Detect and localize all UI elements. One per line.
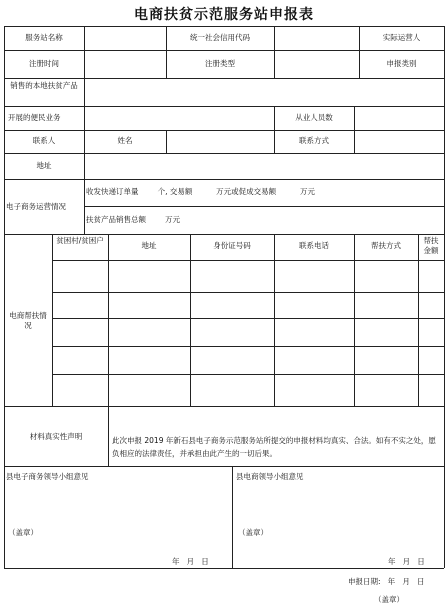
apply-date: 申报日期: 年 月 日 xyxy=(348,577,425,586)
operator-label: 实际运营人 xyxy=(382,33,421,42)
contact-method-label: 联系方式 xyxy=(299,136,329,145)
row-divider xyxy=(4,234,444,235)
help-label: 电商帮扶情况 xyxy=(9,311,47,330)
staff-count-label: 从业人员数 xyxy=(295,113,333,122)
opinion-right-label: 县电商领导小组意见 xyxy=(236,472,304,481)
application-form-table xyxy=(4,26,444,568)
declaration-text: 此次申报 2019 年新石县电子商务示范服务站所提交的申报材料均真实、合法。如有不实之处，愿负相应的法律责任，并承担由此产生的一切后果。 xyxy=(112,436,436,458)
col-divider xyxy=(354,106,355,130)
help-header-address: 地址 xyxy=(141,241,157,250)
col-divider xyxy=(354,130,355,153)
station-name-label: 服务站名称 xyxy=(25,33,63,42)
ecom-line-1: 收发快递订单量 个, 交易额 万元或促成交易额 万元 xyxy=(86,187,316,196)
row-divider xyxy=(4,153,444,154)
table-border xyxy=(444,26,445,568)
row-divider xyxy=(4,406,444,407)
local-products-label: 销售的本地扶贫产品 xyxy=(10,81,78,90)
seal-right: （盖章） xyxy=(238,528,268,537)
credit-code-label: 统一社会信用代码 xyxy=(190,33,250,42)
table-border xyxy=(4,568,444,569)
col-divider xyxy=(84,179,85,234)
footer-seal: （盖章） xyxy=(374,595,404,604)
col-divider xyxy=(190,234,191,406)
page-title: 电商扶贫示范服务站申报表 xyxy=(134,7,314,23)
col-divider xyxy=(108,234,109,406)
row-divider xyxy=(52,346,444,347)
date-left: 年 月 日 xyxy=(172,557,209,566)
help-header-method: 帮扶方式 xyxy=(371,241,401,250)
opinion-left-label: 县电子商务领导小组意见 xyxy=(6,472,89,481)
table-border xyxy=(4,26,5,568)
seal-left: （盖章） xyxy=(8,528,38,537)
date-right: 年 月 日 xyxy=(388,557,425,566)
row-divider xyxy=(52,292,444,293)
col-divider xyxy=(108,406,109,466)
row-divider xyxy=(84,206,444,207)
address-label: 地址 xyxy=(36,161,52,170)
col-divider xyxy=(418,234,419,406)
help-header-id: 身份证号码 xyxy=(213,241,251,250)
row-divider xyxy=(52,374,444,375)
row-divider xyxy=(4,466,444,467)
col-divider xyxy=(354,234,355,406)
col-divider xyxy=(52,234,53,406)
declaration-label: 材料真实性声明 xyxy=(29,432,83,441)
apply-category-label: 申报类别 xyxy=(386,59,417,68)
reg-time-label: 注册时间 xyxy=(29,59,59,68)
col-divider xyxy=(274,234,275,406)
row-divider xyxy=(4,78,444,79)
help-header-phone: 联系电话 xyxy=(299,241,329,250)
row-divider xyxy=(4,106,444,107)
name-label: 姓名 xyxy=(117,136,133,145)
col-divider xyxy=(84,106,85,130)
col-divider xyxy=(166,130,167,153)
col-divider xyxy=(84,78,85,106)
col-divider xyxy=(84,26,85,78)
services-label: 开展的便民业务 xyxy=(8,113,61,122)
row-divider xyxy=(52,260,444,261)
help-header-amount: 帮扶金额 xyxy=(423,236,439,255)
row-divider xyxy=(52,318,444,319)
table-border xyxy=(4,26,444,27)
col-divider xyxy=(232,466,233,568)
row-divider xyxy=(4,130,444,131)
col-divider xyxy=(274,26,275,78)
reg-type-label: 注册类型 xyxy=(205,59,235,68)
ecom-line-2: 扶贫产品销售总额 万元 xyxy=(86,215,181,224)
row-divider xyxy=(4,179,444,180)
row-divider xyxy=(4,50,444,51)
contact-label: 联系人 xyxy=(32,136,56,145)
col-divider xyxy=(84,153,85,179)
help-header-village: 贫困村/贫困户 xyxy=(56,236,104,245)
ecom-label: 电子商务运营情况 xyxy=(6,202,66,211)
